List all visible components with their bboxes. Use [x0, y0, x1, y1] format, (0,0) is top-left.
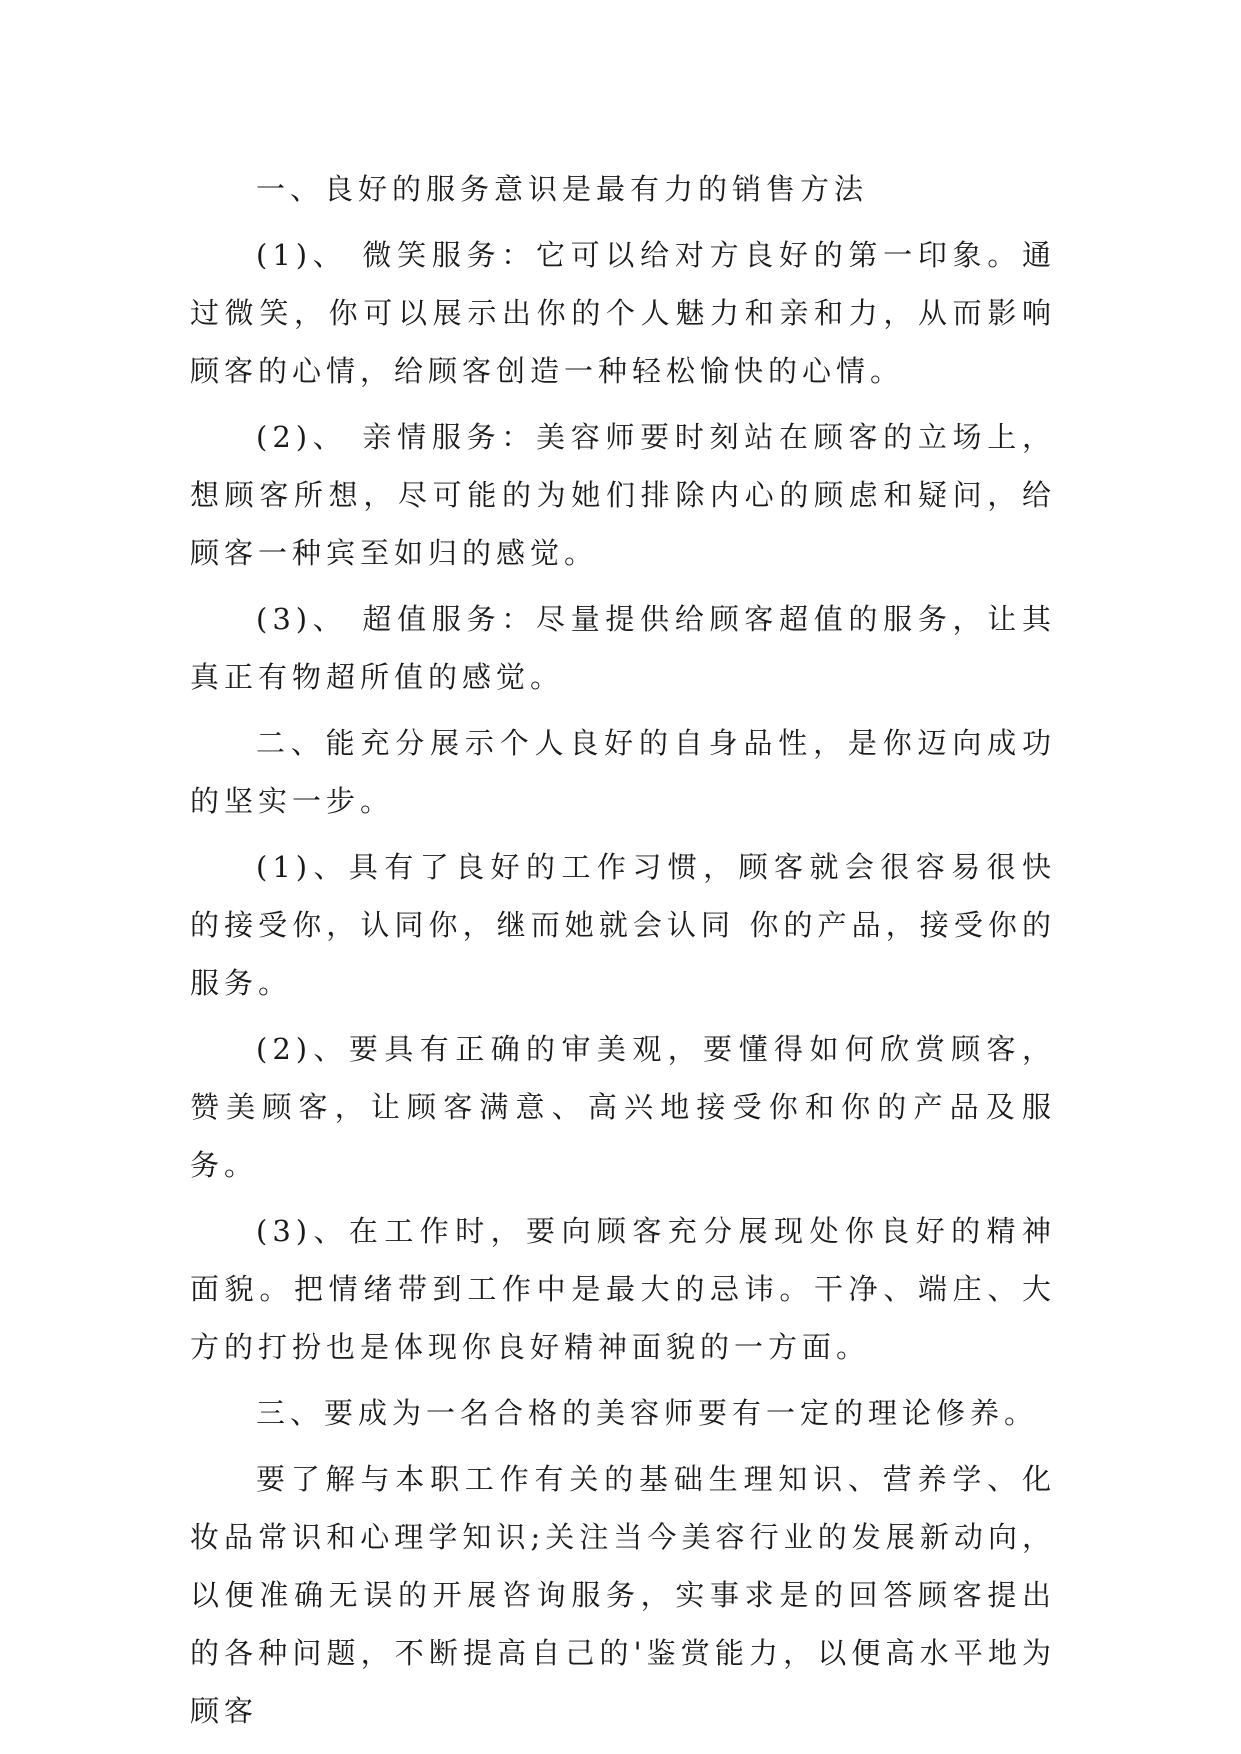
section-heading-3: 三、要成为一名合格的美容师要有一定的理论修养。	[256, 1396, 1039, 1430]
paragraph-affection-service: (2)、 亲情服务：美容师要时刻站在顾客的立场上，想顾客所想，尽可能的为她们排除内心的顾虑和疑问，给顾客一种宾至如归的感觉。	[190, 420, 1056, 570]
section-heading-1: 一、良好的服务意识是最有力的销售方法	[256, 172, 869, 206]
paragraph-aesthetics: (2)、要具有正确的审美观，要懂得如何欣赏顾客，赞美顾客，让顾客满意、高兴地接受你和你的产品及服务。	[190, 1032, 1056, 1182]
paragraph-value-service: (3)、 超值服务：尽量提供给顾客超值的服务，让其真正有物超所值的感觉。	[190, 602, 1056, 694]
paragraph-spirit: (3)、在工作时，要向顾客充分展现处你良好的精神面貌。把情绪带到工作中是最大的忌讳。干净、端庄、大方的打扮也是体现你良好精神面貌的一方面。	[190, 1214, 1056, 1364]
section-heading-2: 二、能充分展示个人良好的自身品性，是你迈向成功的坚实一步。	[190, 726, 1056, 818]
paragraph-smile-service: (1)、 微笑服务：它可以给对方良好的第一印象。通过微笑，你可以展示出你的个人魅力和亲和力，从而影响顾客的心情，给顾客创造一种轻松愉快的心情。	[190, 238, 1056, 388]
paragraph-work-habits: (1)、具有了良好的工作习惯，顾客就会很容易很快的接受你，认同你，继而她就会认同 你的产品，接受你的服务。	[190, 850, 1056, 1000]
paragraph-knowledge: 要了解与本职工作有关的基础生理知识、营养学、化妆品常识和心理学知识;关注当今美容行业的发展新动向，以便准确无误的开展咨询服务，实事求是的回答顾客提出的各种问题，不断提高自己的'鉴赏能力，以便高水平地为顾客	[190, 1462, 1056, 1728]
document-body	[190, 160, 1056, 1748]
